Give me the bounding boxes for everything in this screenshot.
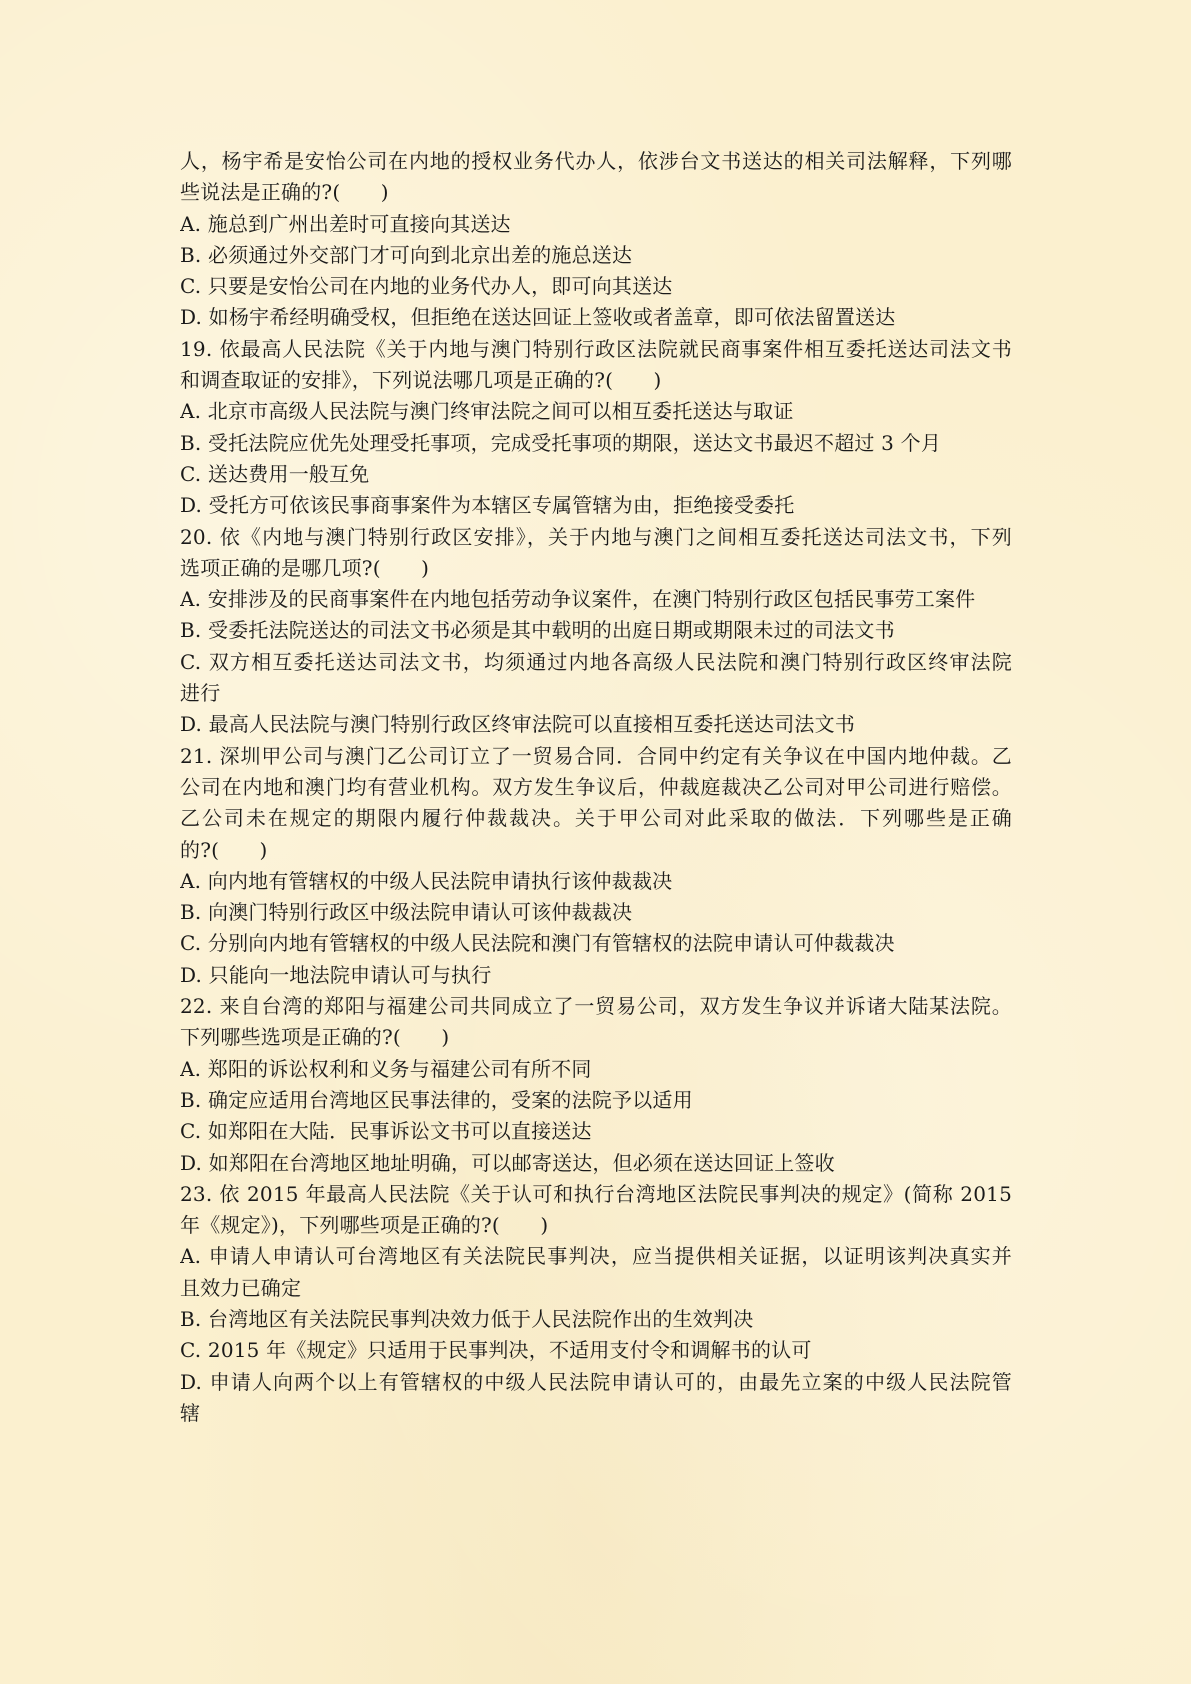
text-line: A. 郑阳的诉讼权利和义务与福建公司有所不同 [180,1056,592,1081]
answer-option-q22-c [180,1116,1012,1147]
answer-option-q22-b [180,1085,1012,1116]
text-line: B. 必须通过外交部门才可向到北京出差的施总送达 [180,242,633,267]
text-line: A. 申请人申请认可台湾地区有关法院民事判决，应当提供相关证据，以证明该判决真实并 [180,1244,1012,1269]
text-line: 进行 [180,681,221,706]
text-line: D. 最高人民法院与澳门特别行政区终审法院可以直接相互委托送达司法文书 [180,712,856,737]
text-line: A. 安排涉及的民商事案件在内地包括劳动争议案件，在澳门特别行政区包括民事劳工案件 [180,587,976,612]
answer-option-q23-d [180,1367,1012,1430]
answer-option-q21-a [180,866,1012,897]
text-line: 选项正确的是哪几项?( ) [180,555,430,580]
answer-option-q23-c [180,1335,1012,1366]
answer-option-q19-b [180,428,1012,459]
answer-option-q21-c [180,928,1012,959]
text-line: 20. 依《内地与澳门特别行政区安排》，关于内地与澳门之间相互委托送达司法文书，下列 [180,524,1012,549]
text-line: 下列哪些选项是正确的?( ) [180,1025,450,1050]
answer-option-q20-d [180,709,1012,740]
answer-option-q23-b [180,1304,1012,1335]
text-line: 些说法是正确的?( ) [180,180,389,205]
text-line: B. 台湾地区有关法院民事判决效力低于人民法院作出的生效判决 [180,1306,754,1331]
question-stem-q18-stem [180,146,1012,209]
text-line: D. 如杨宇希经明确受权，但拒绝在送达回证上签收或者盖章，即可依法留置送达 [180,305,896,330]
text-line: C. 送达费用一般互免 [180,461,370,486]
text-line: C. 分别向内地有管辖权的中级人民法院和澳门有管辖权的法院申请认可仲裁裁决 [180,931,895,956]
text-line: 的?( ) [180,837,268,862]
answer-option-q20-b [180,615,1012,646]
text-line: 和调查取证的安排》，下列说法哪几项是正确的?( ) [180,368,662,393]
answer-option-q22-a [180,1054,1012,1085]
answer-option-q19-c [180,459,1012,490]
text-line: 年《规定》)，下列哪些项是正确的?( ) [180,1213,549,1238]
text-line: 22. 来自台湾的郑阳与福建公司共同成立了一贸易公司，双方发生争议并诉诸大陆某法院。 [180,994,1012,1019]
text-line: 公司在内地和澳门均有营业机构。双方发生争议后，仲裁庭裁决乙公司对甲公司进行赔偿。 [180,774,1012,799]
answer-option-q20-a [180,584,1012,615]
answer-option-q18-c [180,271,1012,302]
text-line: A. 施总到广州出差时可直接向其送达 [180,211,511,236]
text-line: C. 2015 年《规定》只适用于民事判决，不适用支付令和调解书的认可 [180,1338,812,1363]
text-line: 23. 依 2015 年最高人民法院《关于认可和执行台湾地区法院民事判决的规定》(简称 2015 [180,1181,1012,1206]
answer-option-q20-c [180,647,1012,710]
text-line: 人，杨宇希是安怡公司在内地的授权业务代办人，依涉台文书送达的相关司法解释，下列哪 [180,149,1012,173]
text-line: A. 北京市高级人民法院与澳门终审法院之间可以相互委托送达与取证 [180,399,794,424]
answer-option-q18-a [180,209,1012,240]
answer-option-q19-d [180,490,1012,521]
text-line: 且效力已确定 [180,1275,302,1300]
text-line: 19. 依最高人民法院《关于内地与澳门特别行政区法院就民商事案件相互委托送达司法文书 [180,336,1012,361]
text-line: C. 只要是安怡公司在内地的业务代办人，即可向其送达 [180,274,673,299]
text-line: D. 只能向一地法院申请认可与执行 [180,962,492,987]
answer-option-q18-b [180,240,1012,271]
question-stem-q21-stem [180,741,1012,866]
text-line: 辖 [180,1400,201,1425]
text-line: B. 确定应适用台湾地区民事法律的，受案的法院予以适用 [180,1087,693,1112]
answer-option-q21-b [180,897,1012,928]
answer-option-q23-a [180,1241,1012,1304]
text-line: C. 如郑阳在大陆．民事诉讼文书可以直接送达 [180,1119,592,1144]
text-line: D. 受托方可依该民事商事案件为本辖区专属管辖为由，拒绝接受委托 [180,493,795,518]
text-line: C. 双方相互委托送达司法文书，均须通过内地各高级人民法院和澳门特别行政区终审法院 [180,649,1012,674]
text-line: 乙公司未在规定的期限内履行仲裁裁决。关于甲公司对此采取的做法．下列哪些是正确 [180,806,1012,831]
text-line: D. 申请人向两个以上有管辖权的中级人民法院申请认可的，由最先立案的中级人民法院管 [180,1369,1012,1394]
document-body [180,146,1012,1429]
text-line: B. 受委托法院送达的司法文书必须是其中载明的出庭日期或期限未过的司法文书 [180,618,895,643]
question-stem-q19-stem [180,334,1012,397]
text-line: A. 向内地有管辖权的中级人民法院申请执行该仲裁裁决 [180,868,673,893]
question-stem-q20-stem [180,522,1012,585]
question-stem-q23-stem [180,1179,1012,1242]
question-stem-q22-stem [180,991,1012,1054]
text-line: 21. 深圳甲公司与澳门乙公司订立了一贸易合同．合同中约定有关争议在中国内地仲裁。乙 [180,743,1012,768]
text-line: B. 向澳门特别行政区中级法院申请认可该仲裁裁决 [180,900,633,925]
answer-option-q21-d [180,960,1012,991]
answer-option-q18-d [180,302,1012,333]
answer-option-q22-d [180,1148,1012,1179]
answer-option-q19-a [180,396,1012,427]
text-line: B. 受托法院应优先处理受托事项，完成受托事项的期限，送达文书最迟不超过 3 个月 [180,430,942,455]
text-line: D. 如郑阳在台湾地区地址明确，可以邮寄送达，但必须在送达回证上签收 [180,1150,835,1175]
